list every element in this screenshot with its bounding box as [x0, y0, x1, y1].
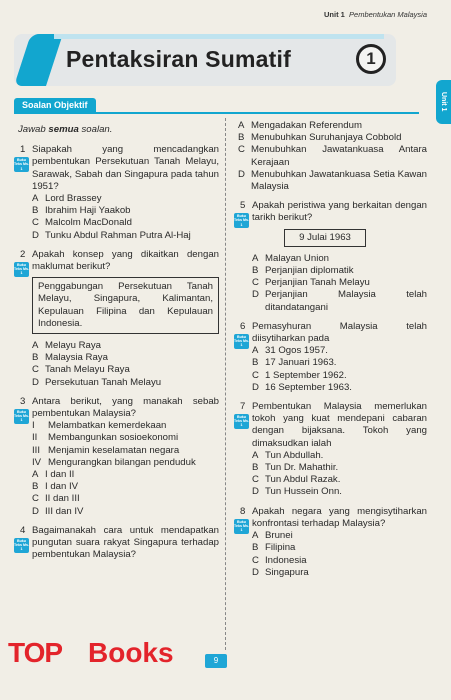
buku-teks-badge-icon: Buku Teks Ms. 1: [14, 158, 29, 171]
page-title: Pentaksiran Sumatif: [66, 46, 291, 72]
buku-teks-badge-icon: Buku Teks Ms. 1: [14, 262, 29, 276]
option-a[interactable]: A Lord Brassey: [32, 193, 102, 205]
option-a[interactable]: A Malayan Union: [252, 252, 329, 264]
question-7: [234, 401, 427, 499]
question-5: [234, 200, 427, 314]
question-stem: Pembentukan Malaysia memerlukan tokoh yang kuat mendepani cabaran dengan bijaksana. Tokoh yang dimaksudkan ialah: [252, 401, 427, 449]
option-d[interactable]: D Singapura: [252, 566, 309, 578]
running-header: [324, 10, 427, 19]
statement-i: I Melambatkan kemerdekaan: [32, 420, 167, 432]
option-d[interactable]: D III dan IV: [32, 505, 84, 517]
option-a[interactable]: A I dan II: [32, 469, 75, 481]
question-stem: Apakah negara yang mengisytiharkan konfrontasi terhadap Malaysia?: [252, 505, 427, 529]
option-d[interactable]: D Persekutuan Tanah Melayu: [32, 376, 162, 388]
option-c[interactable]: C II dan III: [32, 493, 80, 505]
option-a[interactable]: A Tun Abdullah.: [252, 449, 324, 461]
option-d[interactable]: D Menubuhkan Jawatankuasa Setia Kawan Malaysia: [238, 168, 428, 193]
column-divider: [225, 118, 226, 650]
question-stem: Apakah konsep yang dikaitkan dengan maklumat berikut?: [32, 248, 219, 273]
option-b[interactable]: B I dan IV: [32, 481, 79, 493]
question-number: 3: [20, 395, 26, 407]
question-2: [14, 249, 219, 389]
buku-teks-badge-icon: Buku Teks Ms. 1: [234, 214, 249, 227]
option-b[interactable]: B 17 Januari 1963.: [252, 357, 337, 369]
buku-teks-badge-icon: Buku Teks Ms. 1: [234, 519, 249, 533]
option-d[interactable]: D 16 September 1963.: [252, 381, 352, 393]
option-b[interactable]: B Perjanjian diplomatik: [252, 265, 354, 277]
question-1: [14, 144, 219, 242]
date-box: 9 Julai 1963: [284, 229, 366, 247]
question-stem: Apakah peristiwa yang berkaitan dengan tarikh berikut?: [252, 200, 427, 224]
question-number: 6: [240, 320, 246, 332]
watermark-top-logo: TOP: [8, 637, 63, 668]
option-a[interactable]: A Mengadakan Referendum: [238, 120, 362, 131]
option-b[interactable]: B Ibrahim Haji Yaakob: [32, 205, 131, 217]
option-c[interactable]: C 1 September 1962.: [252, 369, 347, 381]
question-stem: Pemasyhuran Malaysia telah diisytiharkan pada: [252, 320, 427, 345]
buku-teks-badge-icon: Buku Teks Ms. 1: [234, 415, 249, 428]
left-column: [14, 120, 219, 569]
option-c[interactable]: C Indonesia: [252, 554, 307, 566]
statement-iv: IV Mengurangkan bilangan penduduk: [32, 456, 196, 468]
info-box: Penggabungan Persekutuan Tanah Melayu, Singapura, Kalimantan, Kepulauan Filipina dan Kepulauan Indonesia.: [32, 277, 219, 334]
page-number: 9: [205, 654, 227, 668]
option-a[interactable]: A 31 Ogos 1957.: [252, 345, 328, 357]
buku-teks-badge-icon: Buku Teks Ms. 1: [14, 538, 29, 552]
question-number: 2: [20, 248, 26, 260]
option-d[interactable]: D Tunku Abdul Rahman Putra Al-Haj: [32, 229, 191, 241]
title-number-badge: 1: [356, 44, 386, 74]
statement-iii: III Menjamin keselamatan negara: [32, 444, 180, 456]
buku-teks-badge-icon: Buku Teks Ms. 1: [14, 409, 29, 423]
watermark-books-logo: Books: [88, 637, 174, 668]
statement-ii: II Membangunkan sosioekonomi: [32, 432, 179, 444]
question-number: 4: [20, 524, 26, 536]
option-c[interactable]: C Tanah Melayu Raya: [32, 364, 130, 376]
question-number: 8: [240, 505, 246, 517]
question-number: 1: [20, 144, 26, 156]
unit-label: Unit 1: [324, 10, 345, 19]
option-d[interactable]: D Tun Hussein Onn.: [252, 486, 342, 498]
question-number: 5: [240, 200, 246, 212]
question-stem: Antara berikut, yang manakah sebab pembentukan Malaysia?: [32, 395, 219, 420]
instruction: Jawab semua soalan.: [18, 124, 113, 135]
right-column: [234, 120, 427, 586]
option-c[interactable]: C Perjanjian Tanah Melayu: [252, 277, 370, 289]
title-stripe: [54, 34, 384, 39]
option-b[interactable]: B Malaysia Raya: [32, 352, 108, 364]
option-c[interactable]: C Menubuhkan Jawatankuasa Antara Kerajaan: [238, 144, 427, 168]
option-b[interactable]: B Menubuhkan Suruhanjaya Cobbold: [238, 132, 402, 144]
question-stem: Bagaimanakah cara untuk mendapatkan pungutan suara rakyat Singapura terhadap pembentukan Malaysia?: [32, 524, 219, 561]
question-stem: Siapakah yang mencadangkan pembentukan Persekutuan Tanah Melayu, Sarawak, Sabah dan Singapura pada tahun 1951?: [32, 144, 219, 192]
unit-side-tab[interactable]: Unit 1: [436, 80, 451, 124]
section-heading: Soalan Objektif: [14, 98, 96, 114]
question-4: [14, 525, 219, 562]
question-number: 7: [240, 401, 246, 413]
chapter-label: Pembentukan Malaysia: [349, 10, 427, 19]
buku-teks-badge-icon: Buku Teks Ms. 1: [234, 334, 249, 348]
question-8: [234, 506, 427, 579]
option-a[interactable]: A Brunei: [252, 530, 293, 542]
question-6: [234, 321, 427, 394]
option-c[interactable]: C Tun Abdul Razak.: [252, 474, 341, 486]
option-a[interactable]: A Melayu Raya: [32, 340, 101, 352]
question-3: [14, 396, 219, 518]
question-4-options: [234, 120, 427, 193]
option-b[interactable]: B Filipina: [252, 542, 296, 554]
option-b[interactable]: B Tun Dr. Mahathir.: [252, 462, 339, 474]
option-d[interactable]: D Perjanjian Malaysia telah ditandatangani: [252, 289, 427, 313]
option-c[interactable]: C Malcolm MacDonald: [32, 217, 132, 229]
